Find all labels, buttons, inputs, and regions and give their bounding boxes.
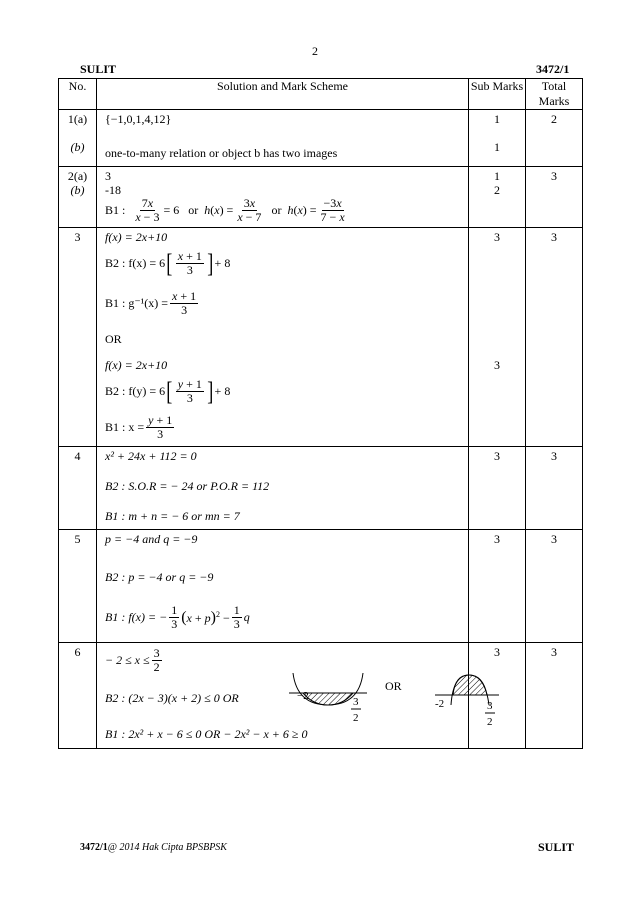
q3-alt-b2-label: B2 : f(y) = 6 [105,384,166,399]
footer-copyright [80,842,227,853]
q3-answer: f(x) = 2x+10 [105,230,168,244]
q4-b2-working: B2 : S.O.R = − 24 or P.O.R = 112 [105,479,270,493]
q3-b2-tail: + 8 [214,256,231,271]
q1a-number: 1(a) [67,112,88,126]
svg-text:3: 3 [487,700,493,712]
q6-answer: − 2 ≤ x ≤ $\frac{3}{2}$ [105,646,160,675]
or-label: OR [105,332,122,346]
header-sulit: SULIT [80,62,117,76]
q2b-number: (b) [70,183,85,197]
or-label: OR [385,679,402,693]
svg-text:-2: -2 [435,698,445,710]
footer-sulit: SULIT [538,840,575,854]
mark-scheme-table [58,78,583,749]
q6-b1-working: B1 : 2x² + x − 6 ≤ 0 OR − 2x² − x + 6 ≥ 0 [105,727,308,741]
q3-alt-b1-working: B1 : x = $\frac{y + 1}{3}$ [105,413,173,442]
q5-number: 5 [74,532,81,546]
q2a-sub-mark: 1 [494,169,500,183]
q3-alt-b1-label: B1 : x = [105,420,145,435]
q6-total-mark: 3 [551,645,557,659]
q1b-number: (b) [70,140,85,154]
header-code: 3472/1 [536,62,570,76]
q2a-answer: 3 [105,169,111,183]
q1b-sub-mark: 1 [494,140,500,154]
q6-b2-working: B2 : (2x − 3)(x + 2) ≤ 0 OR [105,691,239,705]
or-label: or [188,203,199,218]
q1a-answer: {−1,0,1,4,12} [105,112,172,126]
q3-alt-answer: f(x) = 2x+10 [105,358,168,372]
q4-total-mark: 3 [551,449,557,463]
q4-number: 4 [74,449,81,463]
footer-code: 3472/1 [80,842,108,853]
or-label: or [271,203,282,218]
table-row [59,530,583,643]
q6-answer-label: − 2 ≤ x ≤ [105,653,150,668]
svg-text:−2: −2 [297,690,309,702]
q6-sub-mark: 3 [494,645,500,659]
parabola-sketch-1 [283,671,373,735]
fraction: $\frac{3x}{x - 7}$ [237,196,262,225]
q5-b1-label: B1 : f(x) = − [105,610,168,625]
q3-b1-working: B1 : g⁻¹(x) = $\frac{x + 1}{3}$ [105,289,197,318]
q4-answer: x² + 24x + 112 = 0 [105,449,197,463]
q4-b1-working: B1 : m + n = − 6 or mn = 7 [105,509,240,523]
q5-total-mark: 3 [551,532,557,546]
q2b-sub-mark: 2 [494,183,500,197]
q2-b1-working: B1 : $\frac{7x}{x - 3}$ = 6 or h(x) = $\frac{3x}{x - 7}$ or h(x) = $\frac{-3x}{7 - x}$ [105,196,345,225]
header-sub: Sub Marks [469,79,526,110]
q1-total-mark: 2 [551,112,557,126]
page-number: 2 [312,44,318,58]
fraction: $\frac{-3x}{7 - x}$ [320,196,345,225]
q1b-answer: one-to-many relation or object b has two images [105,146,338,160]
q1a-sub-mark: 1 [494,112,500,126]
q3-alt-sub-mark: 3 [494,358,500,372]
svg-text:2: 2 [487,716,493,728]
table-row [59,228,583,447]
svg-text:3: 3 [353,696,359,708]
table-row [59,167,583,228]
table-row [59,447,583,530]
q3-b2-working: B2 : f(x) = 6 [ $\frac{x + 1}{3}$ ] + 8 [105,248,231,278]
q5-b2-working: B2 : p = −4 or q = −9 [105,570,214,584]
q3-b2-label: B2 : f(x) = 6 [105,256,166,271]
fraction: $\frac{7x}{x - 3}$ [135,196,160,225]
svg-text:2: 2 [353,712,359,724]
q5-sub-mark: 3 [494,532,500,546]
table-row [59,643,583,749]
header-no: No. [59,79,97,110]
q6-number: 6 [74,645,81,659]
q3-alt-b2-tail: + 8 [214,384,231,399]
footer-copyright-text: @ 2014 Hak Cipta BPSBPSK [107,842,227,853]
q3-alt-b2-working: B2 : f(y) = 6 [ $\frac{y + 1}{3}$ ] + 8 [105,376,231,406]
table-row [59,110,583,167]
header-total: Total Marks [526,79,583,110]
q2-total-mark: 3 [551,169,557,183]
header-solution: Solution and Mark Scheme [97,79,469,110]
q5-b1-working: B1 : f(x) = − $\frac{1}{3}$ $(x + p)^2$ − $\frac{1}{3}$ q [105,603,250,632]
q2b-answer: -18 [105,183,121,197]
q3-number: 3 [74,230,81,244]
q2a-number: 2(a) [67,169,88,183]
q3-b1-label: B1 : g⁻¹(x) = [105,296,169,311]
q3-sub-mark: 3 [494,230,500,244]
q3-total-mark: 3 [551,230,557,244]
q5-answer: p = −4 and q = −9 [105,532,198,546]
q4-sub-mark: 3 [494,449,500,463]
q2-b1-label: B1 : [105,203,126,218]
